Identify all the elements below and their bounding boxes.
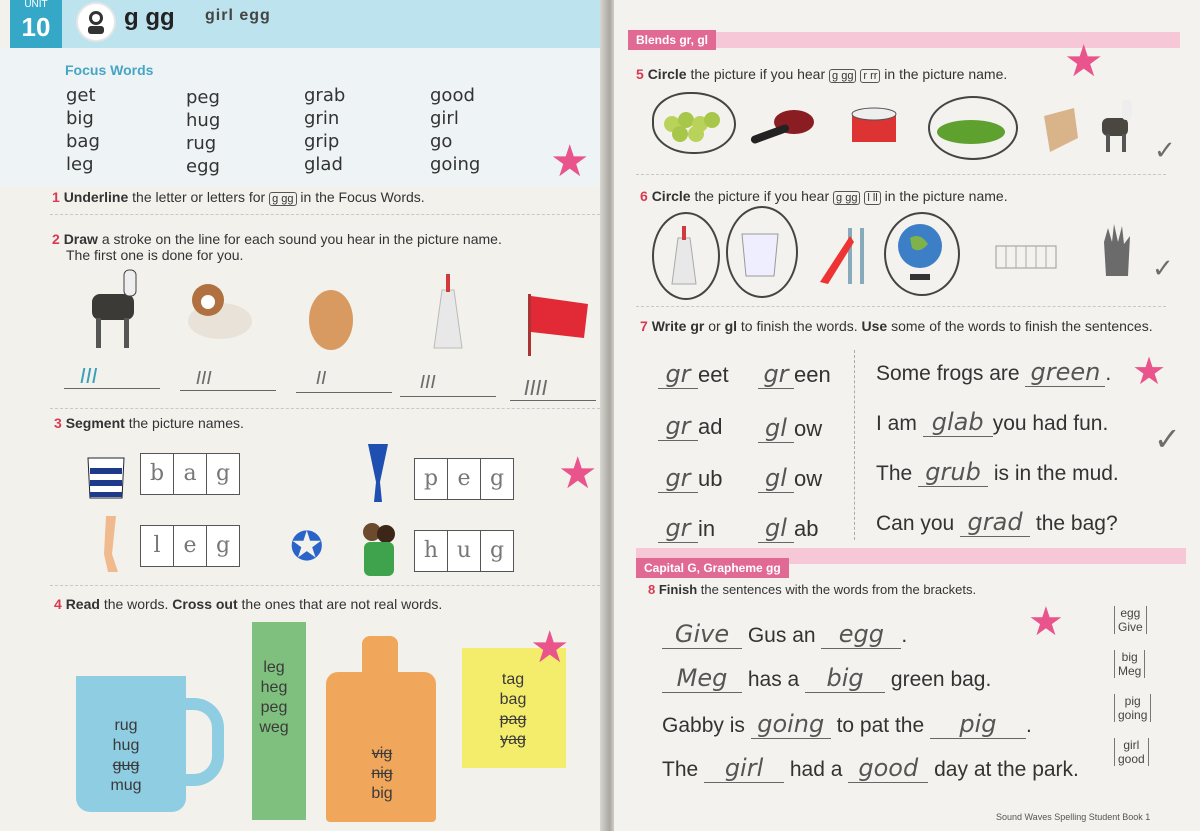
- answer-line: [510, 400, 596, 401]
- star-icon: ★: [530, 623, 570, 672]
- segment-letter: h: [415, 531, 448, 571]
- sentence-text: the bag?: [1035, 512, 1118, 535]
- peg-picture: [364, 442, 392, 504]
- focus-words-title: Focus Words: [65, 62, 154, 78]
- word: yag: [500, 731, 526, 748]
- blend-1: gr: [690, 318, 705, 334]
- sentence-text: .: [901, 624, 908, 647]
- segment-letter: b: [141, 454, 174, 494]
- handwritten-answer: grub: [918, 458, 988, 487]
- unit-tab: [10, 0, 62, 48]
- word-ending: ow: [794, 466, 823, 491]
- segment-boxes-hug: [414, 530, 514, 572]
- word-or: or: [708, 318, 721, 334]
- handwritten-blend: gl: [758, 464, 794, 493]
- blend-word-row: [658, 514, 715, 543]
- focus-word: go: [430, 131, 453, 152]
- question-number: 6: [640, 188, 648, 204]
- divider: [50, 214, 600, 215]
- handwritten-answer: pig: [930, 710, 1026, 739]
- q8-row: [662, 710, 1032, 739]
- answer-line: [180, 390, 276, 391]
- q8-row: [662, 620, 907, 649]
- question-verb: Underline: [63, 189, 129, 205]
- sentence-text: has a: [747, 668, 800, 691]
- word: nig: [371, 765, 393, 782]
- bracket-word: good: [1118, 752, 1145, 766]
- focus-word: hug: [186, 110, 221, 131]
- sound-chip: g gg: [269, 192, 296, 206]
- word: rug: [114, 717, 138, 734]
- bracket-word: egg: [1120, 606, 1141, 620]
- glass-picture: [738, 230, 782, 280]
- tag-words: [488, 670, 538, 750]
- word-bracket: [1114, 738, 1149, 766]
- handwritten-blend: gr: [758, 360, 794, 389]
- question-number: 2: [52, 231, 60, 247]
- sound-chip: r rr: [860, 69, 880, 83]
- star-icon: ★: [558, 449, 598, 498]
- star-icon: ★: [550, 137, 590, 186]
- segment-boxes-peg: [414, 458, 514, 500]
- question-4: [54, 596, 442, 612]
- handwritten-blend: gr: [658, 464, 698, 493]
- focus-word: glad: [304, 154, 343, 175]
- question-number: 3: [54, 415, 62, 431]
- question-text: the picture if you hear: [694, 188, 830, 204]
- question-number: 5: [636, 66, 644, 82]
- hug-picture: [358, 520, 398, 580]
- sentence-row: [876, 408, 1108, 437]
- answer-strokes: III: [420, 372, 436, 393]
- question-verb: Segment: [65, 415, 125, 431]
- focus-word: grip: [304, 131, 340, 152]
- answer-line: [64, 388, 160, 389]
- handwritten-answer: egg: [821, 620, 901, 649]
- focus-word: peg: [186, 87, 220, 108]
- answer-strokes: IIII: [524, 376, 548, 400]
- question-8: [648, 582, 976, 597]
- word-ending: ad: [698, 414, 723, 439]
- star-icon: ★: [1064, 37, 1104, 86]
- segment-letter: g: [215, 533, 231, 558]
- answer-line: [296, 392, 392, 393]
- blend-word-row: [758, 414, 822, 443]
- question-text: the sentences with the words from the brackets.: [700, 582, 977, 597]
- question-text: in the picture name.: [884, 188, 1008, 204]
- bottle-picture: [428, 270, 468, 354]
- question-number: 4: [54, 596, 62, 612]
- grapes-picture: [658, 104, 724, 144]
- footer-text: Sound Waves Spelling Student Book 1: [996, 812, 1151, 822]
- section-title: Capital G, Grapheme gg: [636, 558, 789, 578]
- question-verb: Read: [65, 596, 100, 612]
- word-ending: ub: [698, 466, 723, 491]
- focus-col-4: [430, 84, 480, 176]
- hairbrush-picture: [746, 108, 816, 148]
- question-text: to finish the words.: [740, 318, 858, 334]
- bracket-word: girl: [1123, 738, 1140, 752]
- question-text-2: The first one is done for you.: [66, 247, 244, 263]
- flag-picture: [522, 290, 594, 358]
- question-number: 1: [52, 189, 60, 205]
- sentence-text: you had fun.: [992, 412, 1109, 435]
- answer-strokes: III: [80, 364, 98, 388]
- sentence-text: I am: [876, 412, 917, 435]
- leg-picture: [96, 514, 126, 576]
- unit-number: 10: [21, 12, 51, 42]
- segment-letter: e: [448, 459, 481, 499]
- answer-strokes: III: [196, 368, 212, 389]
- question-1: [52, 189, 425, 205]
- question-3: [54, 415, 244, 431]
- sentence-text: Gus an: [747, 624, 816, 647]
- question-text-2: some of the words to finish the sentences.: [891, 318, 1153, 334]
- word-ending: eet: [698, 362, 729, 387]
- word-ending: een: [794, 362, 831, 387]
- gate-picture: [994, 240, 1058, 270]
- segment-boxes-bag: [140, 453, 240, 495]
- focus-word: girl: [430, 108, 459, 129]
- slide-picture: [814, 222, 870, 288]
- sentence-text: day at the park.: [934, 758, 1079, 781]
- sentence-text: .: [1105, 362, 1112, 385]
- check-mark-icon: ✓: [1152, 254, 1174, 284]
- segment-letter: g: [489, 466, 505, 491]
- mug-handle: [178, 698, 224, 786]
- blend-word-row: [758, 514, 818, 543]
- q8-row: [662, 664, 991, 693]
- divider: [50, 585, 600, 586]
- bracket-word: Give: [1118, 620, 1143, 634]
- question-verb-2: Use: [861, 318, 888, 334]
- question-7: [640, 318, 1153, 334]
- handwritten-answer: grad: [960, 508, 1030, 537]
- sentence-text: to pat the: [836, 714, 925, 737]
- divider: [636, 306, 1166, 307]
- divider: [50, 408, 600, 409]
- question-text-2: the ones that are not real words.: [241, 596, 443, 612]
- question-text: the letter or letters for: [132, 189, 266, 205]
- blend-word-row: [658, 360, 729, 389]
- focus-word: egg: [186, 156, 220, 177]
- focus-col-2: [186, 86, 220, 178]
- egg-picture: [306, 286, 356, 354]
- question-6: [640, 188, 1008, 204]
- handwritten-answer: Give: [662, 620, 742, 649]
- page-subtitle: girl egg: [205, 7, 271, 24]
- focus-col-1: [66, 84, 100, 176]
- bottle-words: [352, 744, 412, 804]
- q8-row: [662, 754, 1079, 783]
- star-icon: ★: [1132, 351, 1167, 393]
- column-divider: [854, 350, 855, 540]
- word-ending: ow: [794, 416, 823, 441]
- handwritten-answer: good: [848, 754, 928, 783]
- word: peg: [260, 699, 288, 716]
- answer-strokes: II: [316, 368, 327, 389]
- handwritten-blend: gl: [758, 414, 794, 443]
- sentence-text: is in the mud.: [993, 462, 1119, 485]
- handwritten-answer: Meg: [662, 664, 742, 693]
- question-verb: Finish: [658, 582, 698, 597]
- word-bracket: [1114, 606, 1147, 634]
- tag-picture: [1034, 96, 1084, 156]
- bracket-word: pig: [1124, 694, 1141, 708]
- focus-word: bag: [66, 131, 100, 152]
- sentence-text: Some frogs are: [876, 362, 1020, 385]
- word: mug: [110, 777, 142, 794]
- segment-letter: e: [174, 526, 207, 566]
- sound-badge-icon: [76, 2, 116, 42]
- word: bag: [499, 691, 527, 708]
- sentence-text: Can you: [876, 512, 955, 535]
- sentence-text: The: [662, 758, 699, 781]
- focus-word: rug: [186, 133, 217, 154]
- word-ending: in: [698, 516, 716, 541]
- question-text: in the Focus Words.: [300, 189, 425, 205]
- mug-words: [96, 716, 156, 796]
- handwritten-blend: gr: [658, 514, 698, 543]
- check-mark-icon: ✓: [1154, 136, 1176, 166]
- focus-word: going: [430, 154, 481, 175]
- word-bracket: [1114, 694, 1151, 722]
- question-verb: Circle: [651, 188, 691, 204]
- word: leg: [263, 659, 285, 676]
- sound-chip: g gg: [833, 191, 860, 205]
- sound-chip: l ll: [864, 191, 880, 205]
- question-text: in the picture name.: [884, 66, 1008, 82]
- word: big: [371, 785, 393, 802]
- sentence-text: had a: [789, 758, 843, 781]
- question-verb: Draw: [63, 231, 98, 247]
- peg-words: [252, 658, 296, 738]
- question-text: the words.: [103, 596, 169, 612]
- segment-letter: u: [448, 531, 481, 571]
- question-number: 8: [648, 582, 656, 597]
- word: hug: [112, 737, 140, 754]
- handwritten-blend: gr: [658, 360, 698, 389]
- right-page: [614, 0, 1200, 831]
- blend-word-row: [658, 412, 722, 441]
- focus-col-3: [304, 84, 345, 176]
- sentence-row: [876, 458, 1119, 487]
- goat-picture: [84, 266, 144, 356]
- dog-picture: [180, 276, 260, 348]
- handwritten-answer: girl: [704, 754, 784, 783]
- grass-picture: [934, 110, 1008, 146]
- segment-letter: a: [174, 454, 207, 494]
- focus-word: grab: [304, 85, 346, 106]
- question-number: 7: [640, 318, 648, 334]
- word: pag: [499, 711, 527, 728]
- word: tag: [501, 671, 525, 688]
- blend-word-row: [658, 464, 722, 493]
- blend-word-row: [758, 464, 822, 493]
- handwritten-answer: going: [751, 710, 831, 739]
- section-title: Blends gr, gl: [628, 30, 716, 50]
- sentence-text: .: [1025, 714, 1032, 737]
- globe-picture: [892, 218, 948, 286]
- unit-label: UNIT: [24, 0, 48, 10]
- bottle-neck: [362, 636, 398, 680]
- glove-picture: [1096, 222, 1136, 282]
- divider: [636, 174, 1166, 175]
- sentence-row: [876, 508, 1118, 537]
- goat-picture: [1098, 96, 1138, 156]
- focus-word: good: [430, 85, 475, 106]
- question-text: a stroke on the line for each sound you hear in the picture name.: [101, 231, 502, 247]
- check-mark-icon: ✓: [1154, 420, 1181, 458]
- bottle-picture: [666, 224, 702, 288]
- word: heg: [260, 679, 288, 696]
- segment-letter: p: [415, 459, 448, 499]
- sentence-text: green bag.: [890, 668, 992, 691]
- word-ending: ab: [794, 516, 819, 541]
- handwritten-answer: big: [805, 664, 885, 693]
- drum-picture: [846, 100, 902, 148]
- focus-word: get: [66, 85, 96, 106]
- question-text: the picture if you hear: [690, 66, 826, 82]
- focus-word: big: [66, 108, 94, 129]
- star-outline-icon: ✪: [290, 525, 324, 569]
- segment-letter: g: [215, 461, 231, 486]
- question-text: the picture names.: [128, 415, 244, 431]
- bracket-word: going: [1118, 708, 1148, 722]
- blend-word-row: [758, 360, 831, 389]
- sound-chip: g gg: [829, 69, 856, 83]
- segment-letter: l: [141, 526, 174, 566]
- sentence-row: [876, 358, 1111, 387]
- question-verb-2: Cross out: [172, 596, 238, 612]
- handwritten-blend: gl: [758, 514, 794, 543]
- word-bracket: [1114, 650, 1145, 678]
- sentence-text: The: [876, 462, 913, 485]
- segment-letter: g: [489, 538, 505, 563]
- word: vig: [371, 745, 393, 762]
- bracket-word: big: [1121, 650, 1138, 664]
- star-icon: ★: [1028, 600, 1064, 644]
- question-2: [52, 231, 502, 263]
- bracket-word: Meg: [1118, 664, 1142, 678]
- sentence-text: Gabby is: [662, 714, 745, 737]
- bag-picture: [82, 442, 130, 500]
- handwritten-blend: gr: [658, 412, 698, 441]
- page-title: g gg: [124, 4, 175, 31]
- answer-line: [400, 396, 496, 397]
- word: weg: [259, 719, 289, 736]
- blend-2: gl: [724, 318, 738, 334]
- segment-boxes-leg: [140, 525, 240, 567]
- word: gug: [112, 757, 140, 774]
- question-5: [636, 66, 1007, 82]
- handwritten-answer: green: [1025, 358, 1105, 387]
- focus-word: leg: [66, 154, 94, 175]
- focus-word: grin: [304, 108, 340, 129]
- question-verb: Circle: [647, 66, 687, 82]
- question-verb: Write: [651, 318, 687, 334]
- handwritten-answer: glab: [923, 408, 993, 437]
